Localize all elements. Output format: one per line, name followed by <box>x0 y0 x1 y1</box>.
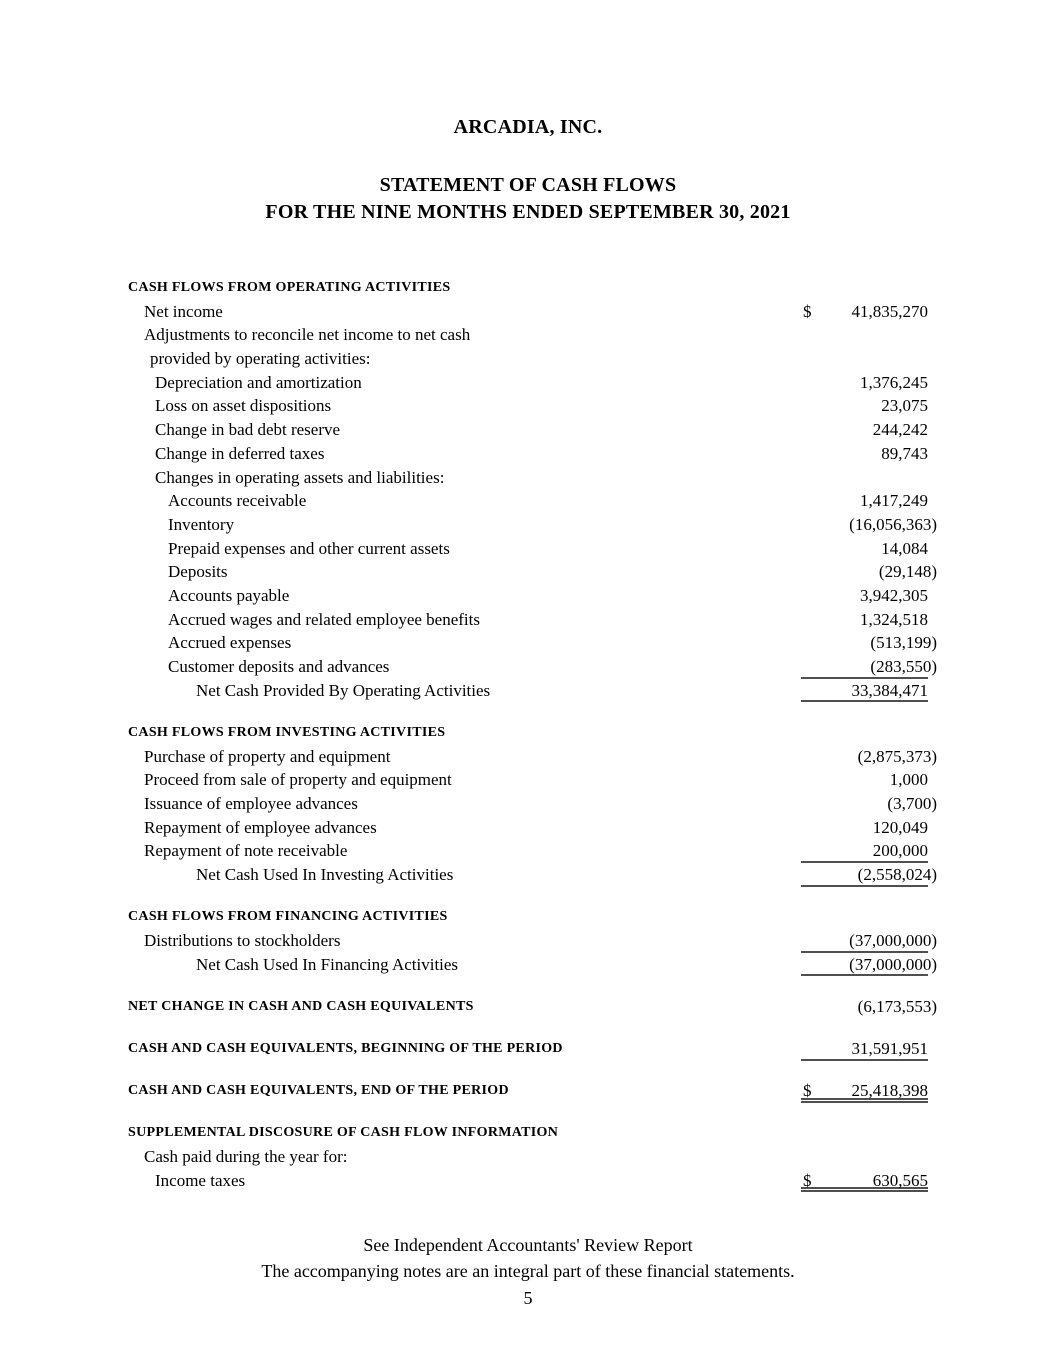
statement-section-row <box>128 905 928 929</box>
row-label: Net Cash Used In Investing Activities <box>196 865 454 884</box>
amount-value: (6,173,553) <box>857 996 937 1016</box>
page-number: 5 <box>523 1288 533 1309</box>
row-amount <box>801 745 937 769</box>
amount-value: 1,000 <box>889 770 928 790</box>
row-amount <box>801 300 928 324</box>
row-amount <box>801 560 937 584</box>
amount-value: (16,056,363) <box>849 514 937 534</box>
row-label: Depreciation and amortization <box>155 372 362 392</box>
row-label: NET CHANGE IN CASH AND CASH EQUIVALENTS <box>128 998 474 1014</box>
amount-value: 1,417,249 <box>860 491 928 511</box>
row-amount <box>801 679 928 703</box>
statement-title: STATEMENT OF CASH FLOWS <box>379 174 677 196</box>
row-amount <box>801 418 928 442</box>
amount-value: (29,148) <box>878 562 937 582</box>
row-label: Repayment of note receivable <box>144 841 348 861</box>
amount-value: 120,049 <box>872 817 928 837</box>
row-amount <box>801 1037 928 1061</box>
amount-value: 31,591,951 <box>851 1038 928 1058</box>
statement-section-row <box>128 1121 928 1145</box>
amount-value <box>804 276 928 300</box>
row-label: Deposits <box>168 562 228 582</box>
statement-section-row <box>128 1079 928 1103</box>
row-amount <box>801 1121 928 1145</box>
row-label: Purchase of property and equipment <box>144 746 391 766</box>
statement-section-row <box>128 276 928 300</box>
statement-item-row <box>128 679 928 703</box>
row-amount <box>801 721 928 745</box>
statement-title-block <box>128 172 928 226</box>
amount-value: (37,000,000) <box>849 930 937 950</box>
row-amount <box>801 371 928 395</box>
statement-item-row <box>128 537 928 561</box>
row-amount <box>801 347 928 371</box>
amount-value: 89,743 <box>881 443 928 463</box>
amount-value: (37,000,000) <box>849 954 937 974</box>
statement-item-row <box>128 768 928 792</box>
row-amount <box>801 513 937 537</box>
row-label: Changes in operating assets and liabilities: <box>155 467 445 487</box>
amount-value: 1,324,518 <box>860 609 928 629</box>
statement-section-row <box>128 995 937 1019</box>
row-label: Net Cash Used In Financing Activities <box>196 954 459 974</box>
row-label: Accrued expenses <box>168 633 292 653</box>
statement-item-row <box>128 489 928 513</box>
statement-item-row <box>128 631 937 655</box>
statement-item-row <box>128 1145 928 1169</box>
row-label: Net income <box>144 301 223 321</box>
row-amount <box>801 489 928 513</box>
statement-item-row <box>128 418 928 442</box>
amount-value: 33,384,471 <box>851 680 928 700</box>
statement-item-row <box>128 513 937 537</box>
statement-item-row <box>128 394 928 418</box>
row-label: Change in deferred taxes <box>155 443 325 463</box>
row-label: Issuance of employee advances <box>144 793 358 813</box>
statement-section-row <box>128 721 928 745</box>
row-amount <box>801 1169 928 1193</box>
statement-rows <box>128 276 937 1192</box>
footer-review-note: See Independent Accountants' Review Report <box>363 1235 693 1256</box>
statement-item-row <box>128 371 928 395</box>
row-label: CASH FLOWS FROM FINANCING ACTIVITIES <box>128 909 448 925</box>
amount-value: 3,942,305 <box>860 585 928 605</box>
row-label: CASH AND CASH EQUIVALENTS, END OF THE PERIOD <box>128 1083 509 1099</box>
statement-item-row <box>128 608 928 632</box>
amount-value: (2,558,024) <box>857 865 937 884</box>
amount-value: 1,376,245 <box>860 372 928 392</box>
row-amount <box>801 839 928 863</box>
row-label: Inventory <box>168 514 235 534</box>
row-amount <box>801 466 928 490</box>
row-label: SUPPLEMENTAL DISCOSURE OF CASH FLOW INFORMATION <box>128 1125 559 1141</box>
amount-value <box>804 1145 928 1169</box>
document-footer <box>128 1232 928 1311</box>
row-label: Accrued wages and related employee benefits <box>168 609 480 629</box>
row-label: Prepaid expenses and other current assets <box>168 538 450 558</box>
amount-value <box>804 347 928 371</box>
row-amount <box>801 768 928 792</box>
statement-item-row <box>128 655 937 679</box>
amount-value <box>804 1121 928 1145</box>
row-amount <box>801 394 928 418</box>
row-amount <box>801 442 928 466</box>
company-name: ARCADIA, INC. <box>453 116 603 138</box>
amount-value: 14,084 <box>881 538 928 558</box>
amount-value: (283,550) <box>870 657 937 676</box>
statement-item-row <box>128 792 937 816</box>
amount-value: (3,700) <box>887 793 937 813</box>
amount-value: 41,835,270 <box>851 301 928 321</box>
row-label: Loss on asset dispositions <box>155 396 332 416</box>
row-label: provided by operating activities: <box>150 349 371 369</box>
row-amount <box>801 1145 928 1169</box>
amount-value: 25,418,398 <box>851 1081 928 1101</box>
row-label: Accounts payable <box>168 585 290 605</box>
amount-value: 200,000 <box>872 841 928 861</box>
row-amount <box>801 276 928 300</box>
row-amount <box>801 863 937 887</box>
row-amount <box>801 905 928 929</box>
row-amount <box>801 655 937 679</box>
dollar-sign: $ <box>803 1170 812 1190</box>
statement-item-row <box>128 816 928 840</box>
amount-value: (2,875,373) <box>857 746 937 766</box>
row-amount <box>801 929 937 953</box>
row-amount <box>801 953 937 977</box>
statement-item-row <box>128 929 937 953</box>
amount-value <box>804 323 928 347</box>
row-label: Change in bad debt reserve <box>155 420 341 440</box>
row-label: Accounts receivable <box>168 491 307 511</box>
statement-item-row <box>128 300 928 324</box>
statement-item-row <box>128 584 928 608</box>
statement-item-row <box>128 560 937 584</box>
amount-value <box>804 905 928 929</box>
amount-value: 244,242 <box>872 420 928 440</box>
statement-item-row <box>128 1169 928 1193</box>
statement-item-row <box>128 442 928 466</box>
row-amount <box>801 995 937 1019</box>
row-amount <box>801 323 928 347</box>
amount-value <box>804 721 928 745</box>
row-amount <box>801 608 928 632</box>
statement-item-row <box>128 839 928 863</box>
statement-section-row <box>128 1037 928 1061</box>
row-label: Distributions to stockholders <box>144 930 341 950</box>
statement-period: FOR THE NINE MONTHS ENDED SEPTEMBER 30, 2021 <box>265 201 791 223</box>
amount-value <box>804 466 928 490</box>
row-label: Net Cash Provided By Operating Activities <box>196 680 491 700</box>
row-amount <box>801 792 937 816</box>
statement-item-row <box>128 466 928 490</box>
dollar-sign: $ <box>803 301 812 321</box>
row-amount <box>801 631 937 655</box>
row-label: CASH FLOWS FROM INVESTING ACTIVITIES <box>128 724 446 740</box>
row-amount <box>801 816 928 840</box>
amount-value: (513,199) <box>870 633 937 653</box>
statement-item-row <box>128 745 937 769</box>
row-label: Repayment of employee advances <box>144 817 377 837</box>
dollar-sign: $ <box>803 1081 812 1101</box>
row-amount <box>801 584 928 608</box>
amount-value: 630,565 <box>872 1170 928 1190</box>
row-label: Adjustments to reconcile net income to net cash <box>144 325 471 345</box>
row-label: Proceed from sale of property and equipment <box>144 770 452 790</box>
row-amount <box>801 1079 928 1103</box>
row-label: CASH AND CASH EQUIVALENTS, BEGINNING OF THE PERIOD <box>128 1040 563 1056</box>
amount-value: 23,075 <box>881 396 928 416</box>
row-label: Income taxes <box>155 1170 246 1190</box>
row-label: CASH FLOWS FROM OPERATING ACTIVITIES <box>128 280 451 295</box>
document-header <box>128 116 928 226</box>
row-label: Customer deposits and advances <box>168 657 390 676</box>
statement-item-row <box>128 347 928 371</box>
statement-item-row <box>128 863 937 887</box>
row-amount <box>801 537 928 561</box>
row-label: Cash paid during the year for: <box>144 1147 348 1166</box>
footer-notes-statement: The accompanying notes are an integral part of these financial statements. <box>261 1261 795 1282</box>
statement-item-row <box>128 323 928 347</box>
statement-item-row <box>128 953 937 977</box>
